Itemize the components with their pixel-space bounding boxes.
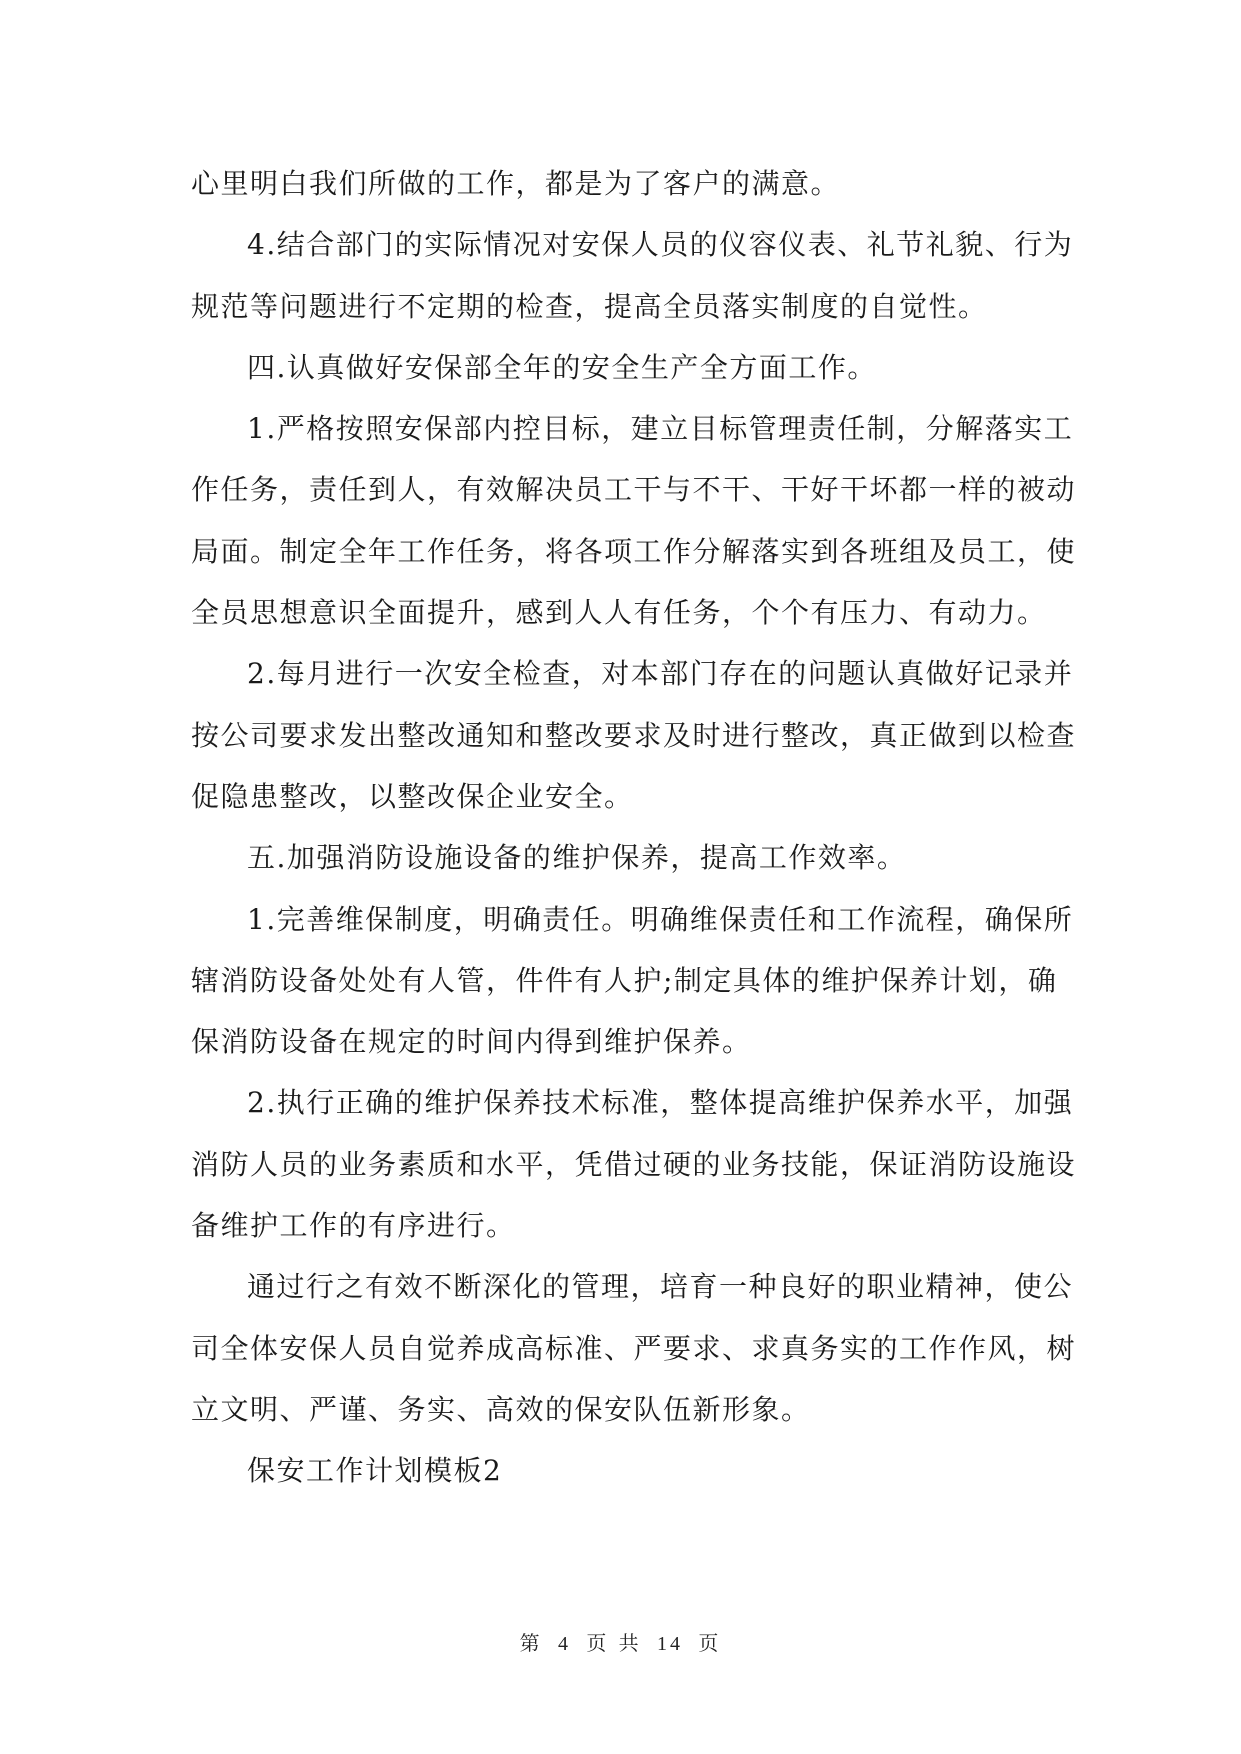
text-line: 辖消防设备处处有人管，件件有人护;制定具体的维护保养计划，确 xyxy=(191,963,1058,997)
text-line: 全员思想意识全面提升，感到人人有任务，个个有压力、有动力。 xyxy=(191,596,1047,630)
text-line: 按公司要求发出整改通知和整改要求及时进行整改，真正做到以检查 xyxy=(191,718,1077,752)
text-line: 立文明、严谨、务实、高效的保安队伍新形象。 xyxy=(191,1392,811,1426)
footer-page-word: 页 xyxy=(586,1631,610,1655)
text-line: 1.严格按照安保部内控目标，建立目标管理责任制，分解落实工 xyxy=(247,412,1074,446)
text-line: 4.结合部门的实际情况对安保人员的仪容仪表、礼节礼貌、行为 xyxy=(247,228,1074,262)
text-line: 司全体安保人员自觉养成高标准、严要求、求真务实的工作作风，树 xyxy=(191,1331,1077,1365)
footer-suffix: 页 xyxy=(698,1631,722,1655)
current-page-number: 4 xyxy=(557,1633,571,1655)
text-line: 规范等问题进行不定期的检查，提高全员落实制度的自觉性。 xyxy=(191,289,988,323)
text-line: 消防人员的业务素质和水平，凭借过硬的业务技能，保证消防设施设 xyxy=(191,1147,1077,1181)
text-line: 2.每月进行一次安全检查，对本部门存在的问题认真做好记录并 xyxy=(247,657,1074,691)
page-footer xyxy=(0,1627,1241,1656)
total-pages-number: 14 xyxy=(657,1633,684,1655)
text-line: 局面。制定全年工作任务，将各项工作分解落实到各班组及员工，使 xyxy=(191,534,1077,568)
text-line: 心里明白我们所做的工作，都是为了客户的满意。 xyxy=(191,167,841,200)
text-line: 2.执行正确的维护保养技术标准，整体提高维护保养水平，加强 xyxy=(247,1086,1074,1120)
text-line: 作任务，责任到人，有效解决员工干与不干、干好干坏都一样的被动 xyxy=(191,473,1077,507)
text-line: 备维护工作的有序进行。 xyxy=(191,1209,516,1243)
text-line: 四.认真做好安保部全年的安全生产全方面工作。 xyxy=(247,350,877,384)
text-line: 通过行之有效不断深化的管理，培育一种良好的职业精神，使公 xyxy=(247,1270,1074,1304)
text-line: 促隐患整改，以整改保企业安全。 xyxy=(191,779,634,813)
text-line: 保安工作计划模板2 xyxy=(247,1454,503,1488)
footer-total-word: 共 xyxy=(618,1631,642,1655)
document-body xyxy=(191,153,1077,1502)
footer-prefix: 第 xyxy=(519,1631,543,1655)
text-line: 保消防设备在规定的时间内得到维护保养。 xyxy=(191,1025,752,1059)
text-line: 五.加强消防设施设备的维护保养，提高工作效率。 xyxy=(247,841,907,875)
text-line: 1.完善维保制度，明确责任。明确维保责任和工作流程，确保所 xyxy=(247,902,1074,936)
